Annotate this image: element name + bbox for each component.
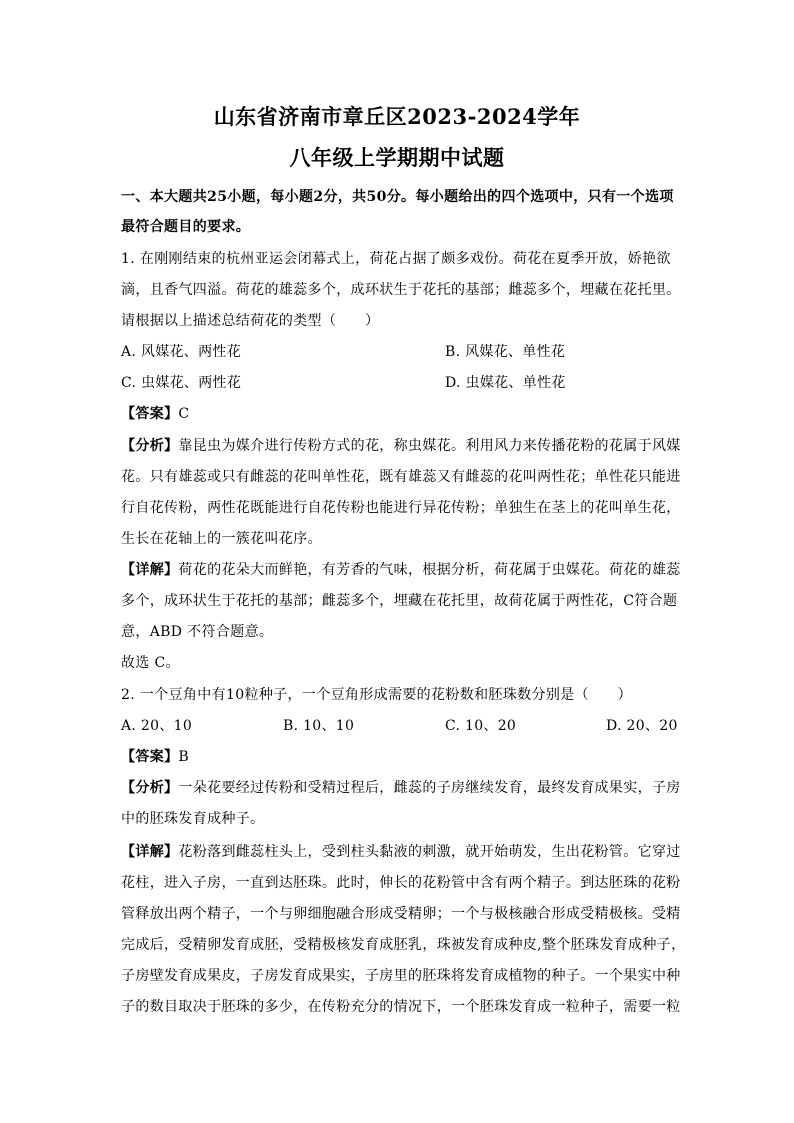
q2-detail-line3: 管释放出两个精子，一个与卵细胞融合形成受精卵；一个与极核融合形成受精极核。受精 (121, 906, 681, 922)
q1-analysis-line3: 行自花传粉，两性花既能进行自花传粉也能进行异花传粉；单独生在茎上的花叫单生花， (121, 500, 681, 516)
q1-detail-line2: 多个，成环状生于花托的基部；雌蕊多个，埋藏在花托里，故荷花属于两性花，C符合题 (121, 593, 678, 609)
q1-analysis-line2: 花。只有雄蕊或只有雌蕊的花叫单性花，既有雄蕊又有雌蕊的花叫两性花；单性花只能进 (121, 469, 681, 485)
q2-detail-line5: 子房壁发育成果皮，子房发育成果实，子房里的胚珠将发育成植物的种子。一个果实中种 (121, 968, 681, 984)
q2-option-a: A. 20、10 (121, 718, 193, 734)
q1-stem-line1: 1. 在刚刚结束的杭州亚运会闭幕式上，荷花占据了颇多戏份。荷花在夏季开放，娇艳欲 (121, 251, 671, 267)
q2-option-d: D. 20、20 (606, 718, 678, 734)
q1-answer (121, 405, 677, 423)
q1-stem-line3: 请根据以上描述总结荷花的类型（ ） (121, 313, 380, 329)
answer-tag: 【答案】 (121, 749, 179, 765)
q2-answer (121, 748, 677, 766)
section-instruction-line1: 一、本大题共25小题，每小题2分，共50分。每小题给出的四个选项中，只有一个选项 (121, 189, 674, 205)
q2-detail-line2: 花柱，进入子房，一直到达胚珠。此时，伸长的花粉管中含有两个精子。到达胚珠的花粉 (121, 875, 681, 891)
q1-analysis-line1: 【分析】靠昆虫为媒介进行传粉方式的花，称虫媒花。利用风力来传播花粉的花属于风媒 (121, 438, 681, 454)
q2-detail-line6: 子的数目取决于胚珠的多少，在传粉充分的情况下，一个胚珠发育成一粒种子，需要一粒 (121, 999, 681, 1015)
q1-analysis-line4: 生长在花轴上的一簇花叫花序。 (121, 531, 322, 547)
analysis-tag: 【分析】 (121, 780, 179, 796)
detail-tag: 【详解】 (121, 562, 179, 578)
answer-tag: 【答案】 (121, 406, 179, 422)
section-instruction-line2: 最符合题目的要求。 (121, 219, 251, 235)
q1-detail-line1: 【详解】荷花的花朵大而鲜艳，有芳香的气味，根据分析，荷花属于虫媒花。荷花的雄蕊 (121, 562, 681, 578)
answer-value: C (178, 406, 190, 422)
q2-option-c: C. 10、20 (445, 718, 517, 734)
q1-option-a: A. 风媒花、两性花 (121, 344, 242, 360)
q1-option-c: C. 虫媒花、两性花 (121, 375, 242, 391)
q2-analysis-line2: 中的胚珠发育成种子。 (121, 811, 265, 827)
answer-value: B (178, 749, 190, 765)
q1-detail-line3: 意，ABD 不符合题意。 (121, 624, 274, 640)
q2-stem-line1: 2. 一个豆角中有10粒种子，一个豆角形成需要的花粉数和胚珠数分别是（ ） (121, 687, 632, 703)
analysis-tag: 【分析】 (121, 438, 179, 454)
q1-option-b: B. 风媒花、单性花 (445, 344, 566, 360)
page-title: 山东省济南市章丘区2023-2024学年 (213, 104, 581, 129)
q2-analysis-line1: 【分析】一朵花要经过传粉和受精过程后，雌蕊的子房继续发育，最终发育成果实，子房 (121, 780, 681, 796)
detail-tag: 【详解】 (121, 844, 179, 860)
q2-detail-line4: 完成后，受精卵发育成胚，受精极核发育成胚乳，珠被发育成种皮,整个胚珠发育成种子， (121, 937, 686, 953)
q1-conclusion: 故选 C。 (121, 655, 180, 671)
q1-option-d: D. 虫媒花、单性花 (445, 375, 566, 391)
q1-stem-line2: 滴，且香气四溢。荷花的雄蕊多个，成环状生于花托的基部；雌蕊多个，埋藏在花托里。 (121, 282, 681, 298)
q2-detail-line1: 【详解】花粉落到雌蕊柱头上，受到柱头黏液的刺激，就开始萌发，生出花粉管。它穿过 (121, 844, 681, 860)
q2-option-b: B. 10、10 (283, 718, 355, 734)
page-subtitle: 八年级上学期期中试题 (289, 145, 505, 170)
